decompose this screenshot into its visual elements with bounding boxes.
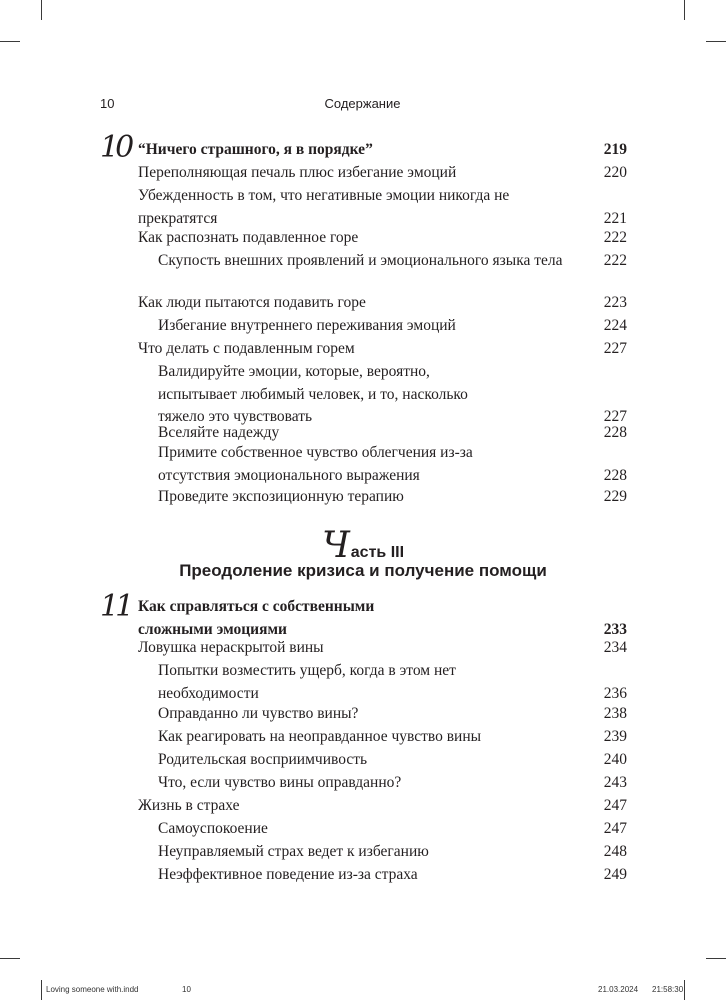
chapter-page: 233: [603, 620, 627, 638]
crop-mark-left-lower: [0, 958, 20, 959]
toc-entry-page: 228: [603, 424, 627, 441]
toc-subentry[interactable]: [158, 250, 627, 273]
toc-entry-page: 227: [603, 408, 627, 425]
crop-mark-bottom-left: [41, 980, 42, 1000]
toc-entry-page: 224: [603, 317, 627, 334]
toc-entry-page: 240: [603, 751, 627, 768]
chapter-title-text: “Ничего страшного, я в порядке”: [138, 141, 373, 158]
crop-mark-right-lower: [706, 958, 726, 959]
toc-entry-page: 248: [603, 843, 627, 860]
toc-subentry[interactable]: [158, 864, 627, 887]
slug-filename: Loving someone with.indd: [46, 985, 139, 994]
toc-subentry[interactable]: [158, 703, 627, 726]
chapter-title-text: Как справляться с собственными сложными эмоциями: [138, 598, 375, 638]
page-number: 10: [100, 96, 115, 111]
toc-subentry[interactable]: [158, 749, 627, 772]
toc-entry-page: 222: [603, 229, 627, 246]
toc-entry-text: Вселяйте надежду: [158, 424, 280, 441]
crop-mark-top-left: [41, 0, 42, 20]
toc-entry[interactable]: [138, 637, 627, 660]
toc-entry-text: Избегание внутреннего переживания эмоций: [158, 317, 456, 334]
toc-subentry[interactable]: [158, 818, 627, 841]
toc-entry-text: Родительская восприимчивость: [158, 751, 368, 768]
toc-subentry[interactable]: [158, 486, 627, 509]
toc-entry-text: Неэффективное поведение из-за страха: [158, 866, 418, 883]
toc-entry-text: Что делать с подавленным горем: [138, 340, 355, 357]
crop-mark-right-upper: [706, 41, 726, 42]
part-label: асть III: [350, 544, 405, 561]
chapter-number: 11: [100, 589, 131, 624]
toc-entry-text: Самоуспокоение: [158, 820, 268, 837]
chapter-title[interactable]: [138, 596, 627, 641]
toc-entry-page: 238: [603, 705, 627, 722]
toc-subentry[interactable]: [158, 660, 627, 705]
toc-entry-page: 234: [603, 639, 627, 656]
toc-entry-page: 228: [603, 466, 627, 484]
toc-entry[interactable]: [138, 185, 627, 230]
toc-subentry[interactable]: [158, 772, 627, 795]
chapter-page: 219: [603, 141, 627, 158]
toc-entry-text: Как реагировать на неоправданное чувство вины: [158, 728, 482, 745]
toc-entry-text: Валидируйте эмоции, которые, вероятно, испытывает любимый человек, и то, насколько тяжело это чувствовать: [158, 363, 468, 425]
toc-entry-text: Проведите экспозиционную терапию: [158, 488, 404, 505]
crop-mark-left-upper: [0, 41, 20, 42]
toc-entry-text: Как распознать подавленное горе: [138, 229, 359, 246]
toc-entry-page: 249: [603, 866, 627, 883]
toc-entry[interactable]: [138, 162, 627, 185]
crop-mark-top-right: [684, 0, 685, 20]
toc-entry-page: 229: [603, 488, 627, 505]
toc-entry-text: Скупость внешних проявлений и эмоционального языка тела: [158, 252, 563, 269]
toc-entry[interactable]: [138, 227, 627, 250]
toc-entry-text: Оправданно ли чувство вины?: [158, 705, 359, 722]
toc-entry-text: Переполняющая печаль плюс избегание эмоций: [138, 164, 457, 181]
toc-entry-page: 222: [603, 252, 627, 269]
toc-subentry[interactable]: [158, 726, 627, 749]
toc-entry-text: Примите собственное чувство облегчения из-за отсутствия эмоционального выражения: [158, 444, 473, 484]
toc-subentry[interactable]: [158, 442, 627, 487]
toc-entry-page: 239: [603, 728, 627, 745]
toc-entry-page: 247: [603, 797, 627, 814]
toc-entry-page: 220: [603, 164, 627, 181]
toc-entry-page: 221: [603, 209, 627, 227]
toc-entry-page: 247: [603, 820, 627, 837]
running-title: Содержание: [324, 96, 401, 111]
toc-entry[interactable]: [138, 795, 627, 818]
toc-entry-page: 227: [603, 340, 627, 357]
part-heading: [0, 525, 726, 566]
toc-entry-page: 223: [603, 294, 627, 311]
slug-date: 21.03.2024: [598, 985, 639, 994]
toc-entry[interactable]: [138, 338, 627, 361]
toc-entry-text: Ловушка нераскрытой вины: [138, 639, 324, 656]
part-title: Преодоление кризиса и получение помощи: [179, 561, 547, 580]
toc-entry-text: Убежденность в том, что негативные эмоции никогда не прекратятся: [138, 187, 510, 227]
toc-entry-text: Жизнь в страхе: [138, 797, 240, 814]
part-initial: Ч: [321, 525, 350, 566]
toc-entry-text: Что, если чувство вины оправданно?: [158, 774, 402, 791]
toc-subentry[interactable]: [158, 841, 627, 864]
slug-page: 10: [182, 985, 191, 994]
slug-time: 21:58:30: [652, 985, 684, 994]
toc-entry[interactable]: [138, 292, 627, 315]
toc-entry-text: Неуправляемый страх ведет к избеганию: [158, 843, 429, 860]
crop-mark-bottom-right: [684, 980, 685, 1000]
toc-subentry[interactable]: [158, 361, 627, 429]
toc-entry-text: Как люди пытаются подавить горе: [138, 294, 366, 311]
chapter-title[interactable]: [138, 139, 627, 162]
toc-subentry[interactable]: [158, 315, 627, 338]
toc-entry-text: Попытки возместить ущерб, когда в этом нет необходимости: [158, 662, 456, 702]
toc-entry-page: 243: [603, 774, 627, 791]
toc-entry-page: 236: [603, 684, 627, 702]
chapter-number: 10: [100, 130, 131, 165]
